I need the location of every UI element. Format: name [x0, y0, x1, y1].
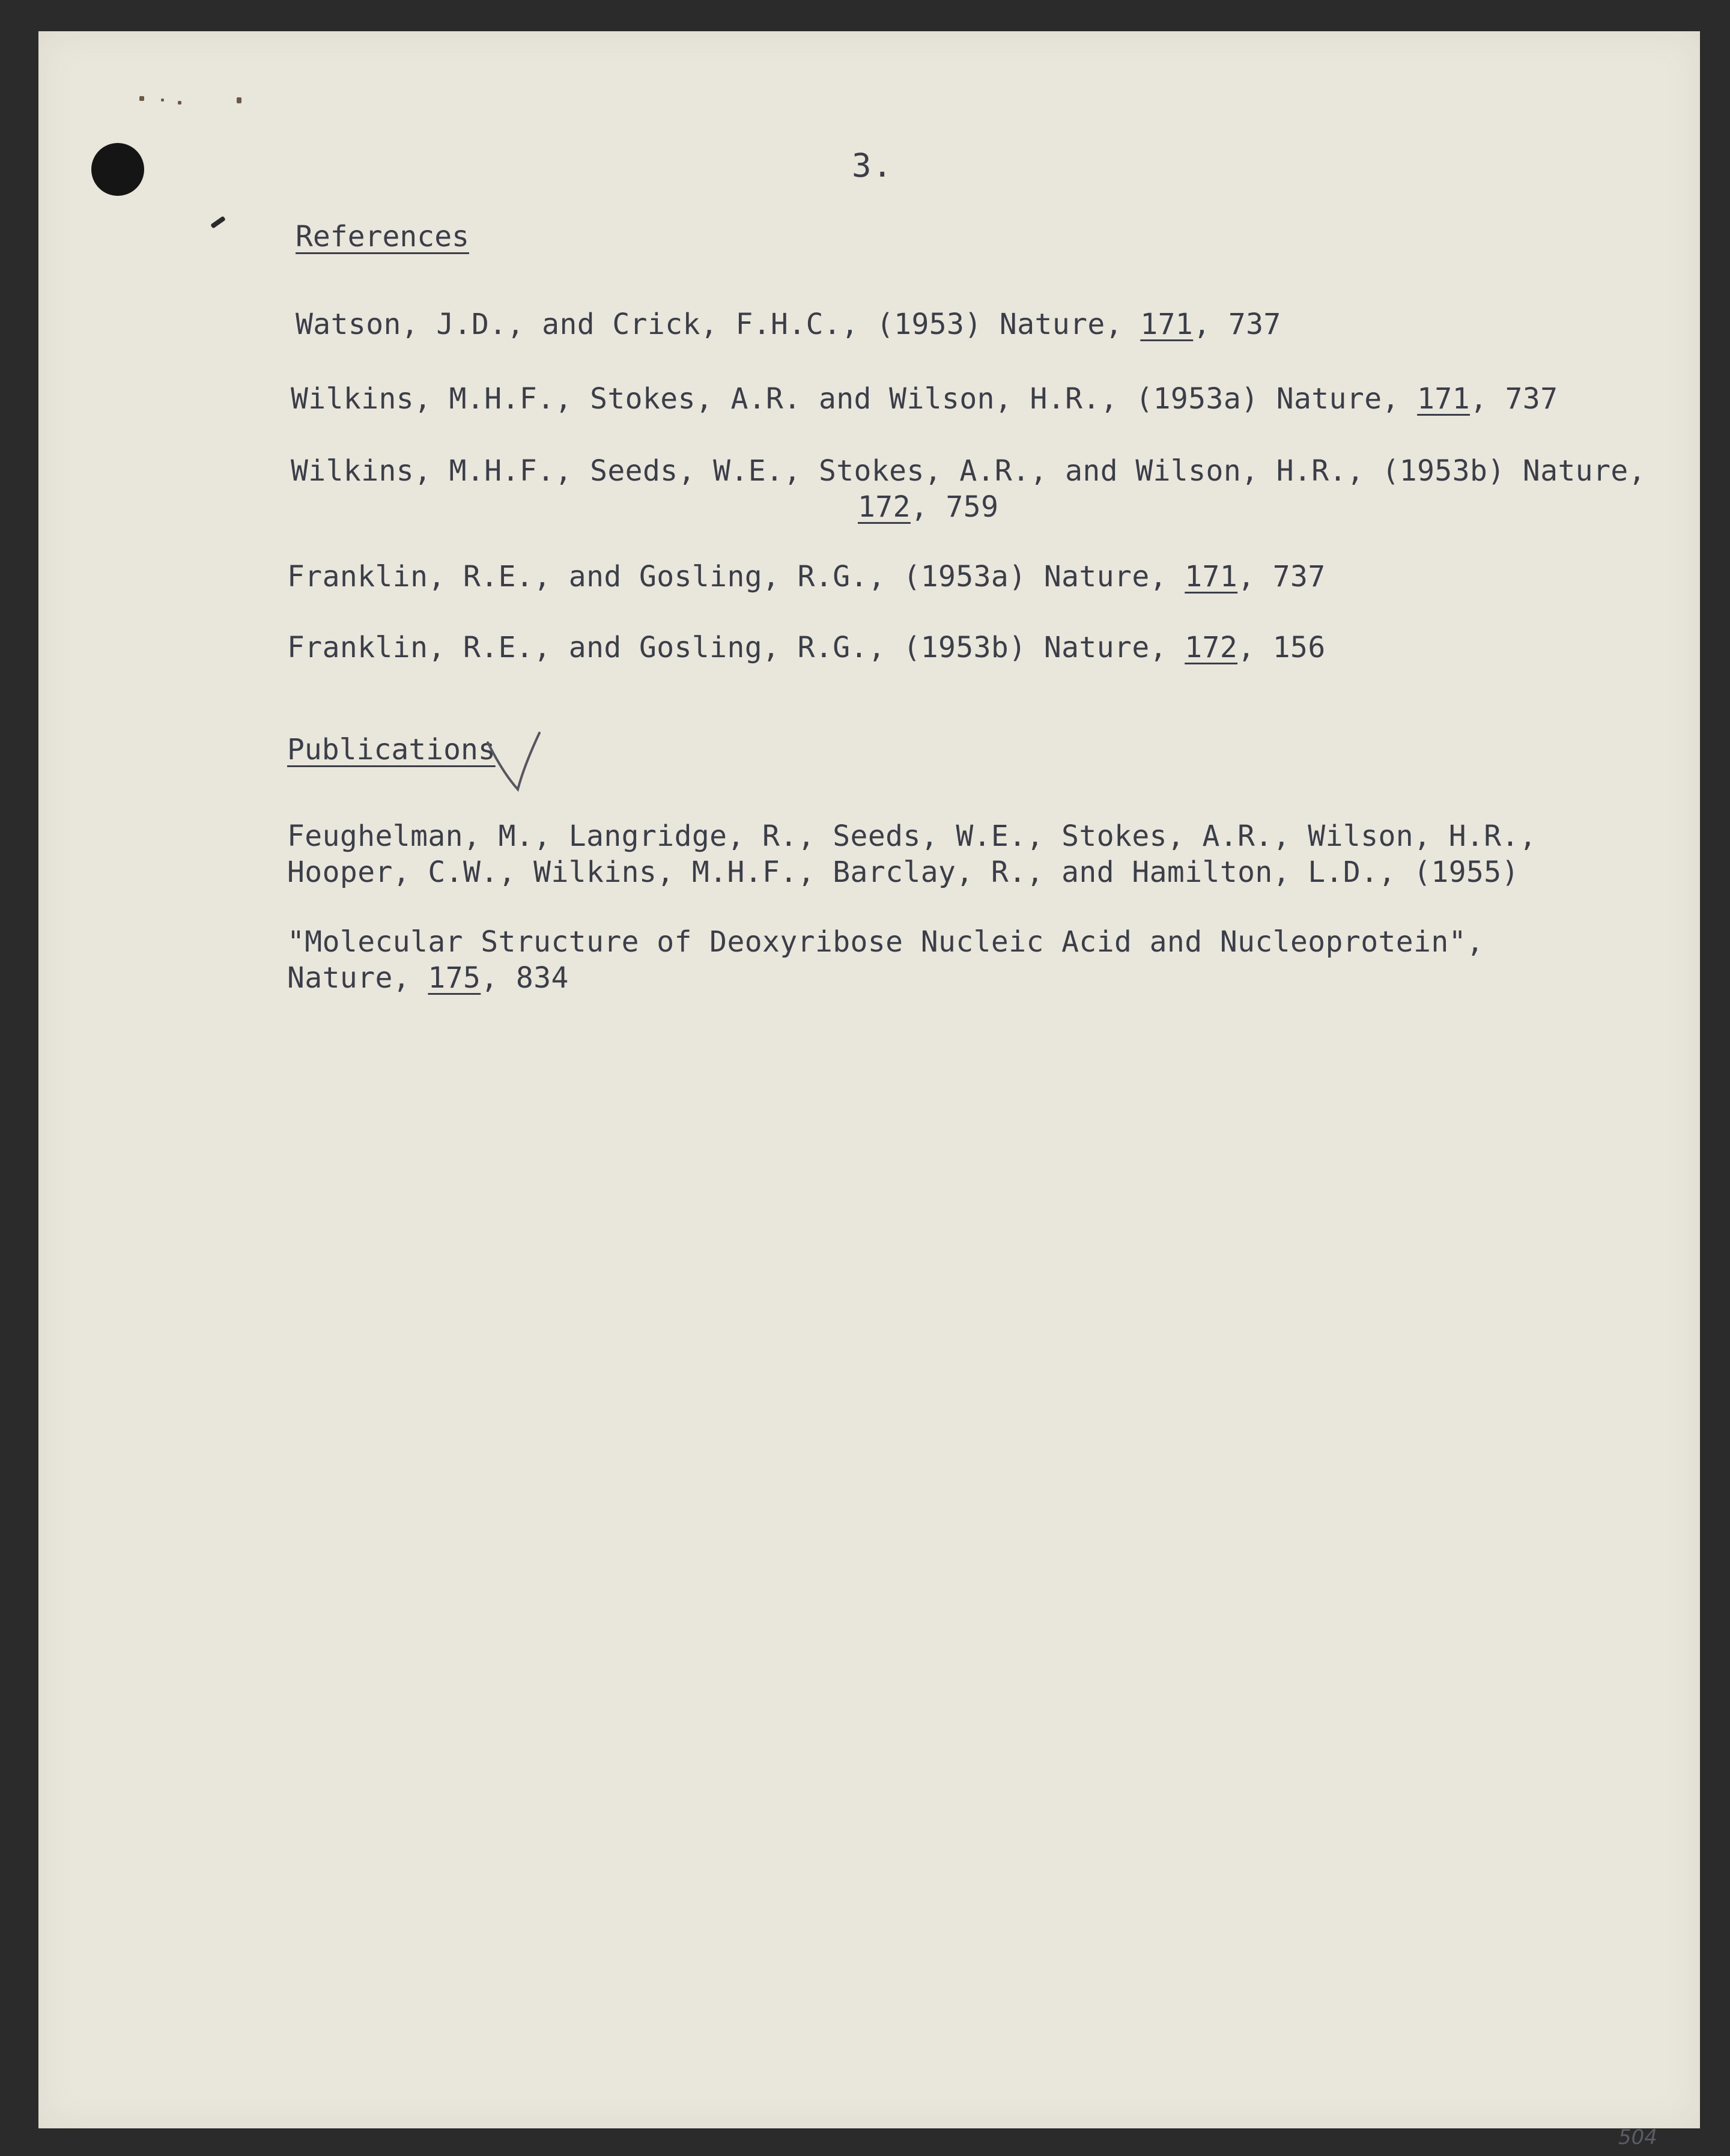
reference-entry: Watson, J.D., and Crick, F.H.C., (1953) Nature, 171, 737 [296, 308, 1281, 341]
publications-heading: Publications [287, 733, 496, 767]
archive-number: 504 [1618, 2125, 1657, 2149]
reference-entry: Wilkins, M.H.F., Stokes, A.R. and Wilson, H.R., (1953a) Nature, 171, 737 [291, 382, 1558, 416]
reference-entry: Wilkins, M.H.F., Seeds, W.E., Stokes, A.R., and Wilson, H.R., (1953b) Nature, 172, 759 [291, 454, 1646, 524]
pencil-mark [210, 216, 226, 228]
paper-speck [161, 99, 164, 102]
document-page [38, 31, 1700, 2149]
paper-speck [178, 101, 181, 105]
handwritten-check-mark [483, 729, 543, 795]
references-heading: References [296, 220, 469, 254]
page-number: 3. [852, 147, 894, 184]
publication-authors: Feughelman, M., Langridge, R., Seeds, W.E., Stokes, A.R., Wilson, H.R., Hooper, C.W., Wilkins, M.H.F., Barclay, R., and Hamilton, L.D., (1955) [287, 819, 1537, 889]
paper-speck [237, 97, 241, 103]
punch-hole [91, 143, 144, 196]
reference-entry: Franklin, R.E., and Gosling, R.G., (1953b) Nature, 172, 156 [287, 631, 1326, 664]
paper-speck [139, 96, 144, 101]
reference-entry: Franklin, R.E., and Gosling, R.G., (1953a) Nature, 171, 737 [287, 560, 1326, 594]
publication-title: "Molecular Structure of Deoxyribose Nucleic Acid and Nucleoprotein", Nature, 175, 834 [287, 925, 1484, 995]
